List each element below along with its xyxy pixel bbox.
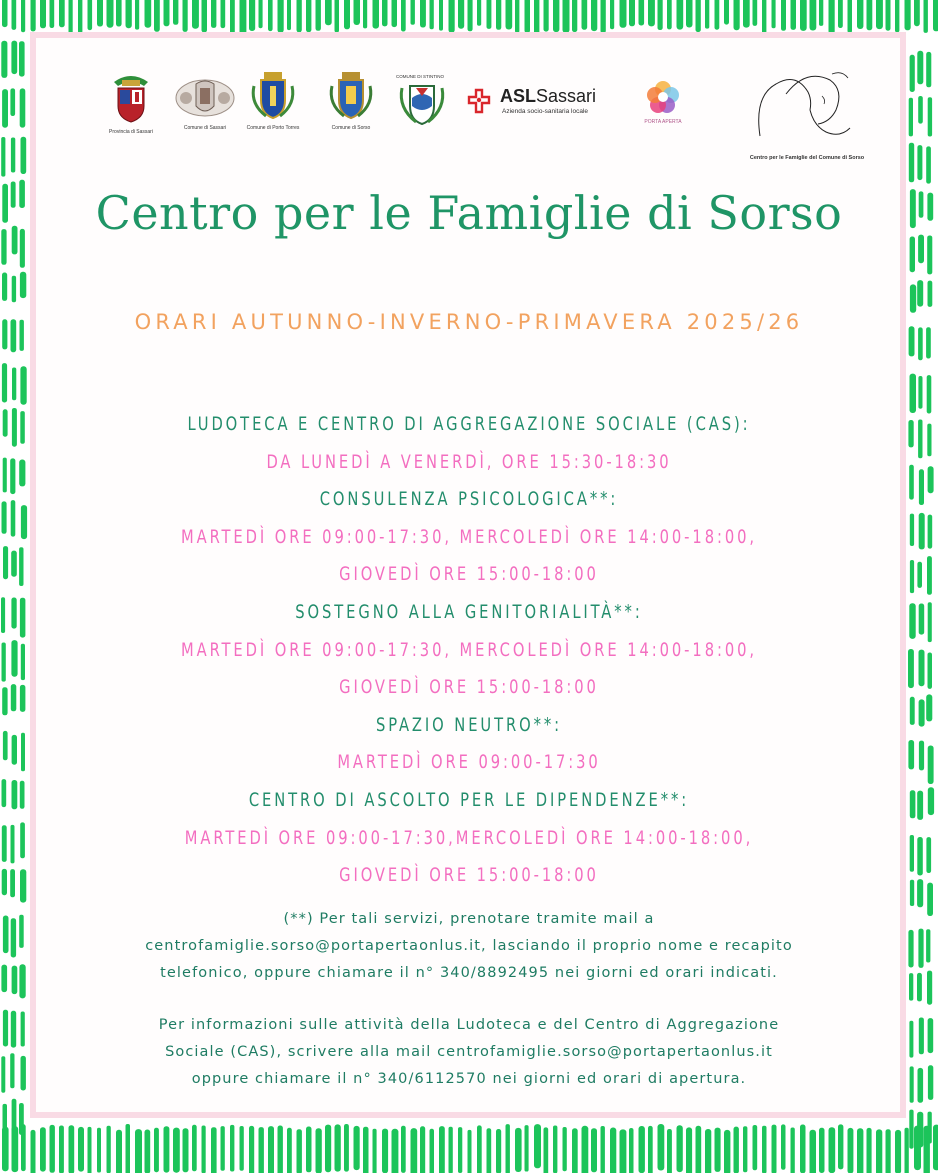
asl-wordmark [500, 86, 596, 107]
service-heading-dipendenze: CENTRO DI ASCOLTO PER LE DIPENDENZE**: [248, 788, 690, 811]
logo-porta-aperta [640, 80, 686, 125]
sorso-crest-icon [326, 70, 376, 120]
service-hours-genitorialita-1: MARTEDÌ ORE 09:00-17:30, MERCOLEDÌ ORE 14:00-18:00, [180, 638, 757, 661]
logo-caption: Centro per le Famiglie del Comune di Sorso [749, 155, 865, 161]
service-hours-dipendenze-1: MARTEDÌ ORE 09:00-17:30,MERCOLEDÌ ORE 14:00-18:00, [184, 826, 754, 849]
logo-centro-famiglie [742, 66, 872, 161]
logo-caption: PORTA APERTA [644, 119, 682, 125]
porto-torres-crest-icon [246, 70, 300, 120]
info-note-line: Per informazioni sulle attività della Ludoteca e del Centro di Aggregazione [158, 1017, 780, 1033]
logo-caption: Provincia di Sassari [109, 129, 153, 135]
logo-comune-porto-torres [246, 70, 300, 131]
asl-cross-icon [466, 88, 496, 114]
service-hours-consulenza-2: GIOVEDÌ ORE 15:00-18:00 [339, 563, 599, 586]
logo-comune-sassari [174, 76, 236, 131]
asl-rest: Sassari [536, 86, 597, 106]
porta-aperta-flower-icon [640, 80, 686, 114]
asl-bold: ASL [500, 86, 536, 106]
asl-subtitle: Azienda socio-sanitaria locale [502, 108, 588, 115]
booking-note-line: telefonico, oppure chiamare il n° 340/8892495 nei giorni ed orari indicati. [160, 965, 778, 981]
service-hours-dipendenze-2: GIOVEDÌ ORE 15:00-18:00 [339, 864, 599, 887]
booking-note-line: (**) Per tali servizi, prenotare tramite mail a [283, 911, 655, 927]
service-hours-consulenza-1: MARTEDÌ ORE 09:00-17:30, MERCOLEDÌ ORE 14:00-18:00, [180, 525, 757, 548]
page-title: Centro per le Famiglie di Sorso [95, 186, 843, 240]
service-hours-ludoteca: DA LUNEDÌ A VENERDÌ, ORE 15:30-18:30 [266, 450, 672, 473]
logo-comune-stintino [392, 68, 452, 133]
service-heading-consulenza: CONSULENZA PSICOLOGICA**: [319, 488, 619, 511]
logo-caption: Comune di Porto Torres [246, 125, 300, 131]
logo-caption: COMUNE DI STINTINO [396, 74, 444, 79]
info-note-line: Sociale (CAS), scrivere alla mail centrofamiglie.sorso@portapertaonlus.it [165, 1044, 773, 1060]
service-hours-spazio-neutro: MARTEDÌ ORE 09:00-17:30 [337, 751, 601, 774]
logo-caption: Comune di Sassari [183, 125, 227, 131]
provincia-crest-icon [106, 72, 156, 124]
booking-note-line: centrofamiglie.sorso@portapertaonlus.it, lasciando il proprio nome e recapito [145, 938, 793, 954]
logo-caption: Comune di Sorso [331, 125, 371, 131]
logo-comune-sorso [326, 70, 376, 131]
schedule-list [0, 406, 938, 895]
family-line-art-icon [746, 66, 866, 146]
notes-section [0, 906, 938, 1093]
service-heading-spazio-neutro: SPAZIO NEUTRO**: [375, 713, 563, 736]
service-heading-genitorialita: SOSTEGNO ALLA GENITORIALITÀ**: [295, 600, 643, 623]
info-note-line: oppure chiamare il n° 340/6112570 nei giorni ed orari di apertura. [191, 1071, 747, 1087]
service-heading-ludoteca: LUDOTECA E CENTRO DI AGGREGAZIONE SOCIALE (CAS): [187, 413, 751, 435]
logo-bar [70, 64, 870, 164]
schedule-subtitle: ORARI AUTUNNO-INVERNO-PRIMAVERA 2025/26 [134, 310, 804, 334]
sassari-crest-icon [174, 76, 236, 120]
service-hours-genitorialita-2: GIOVEDÌ ORE 15:00-18:00 [339, 676, 599, 699]
logo-provincia-sassari [106, 72, 156, 135]
